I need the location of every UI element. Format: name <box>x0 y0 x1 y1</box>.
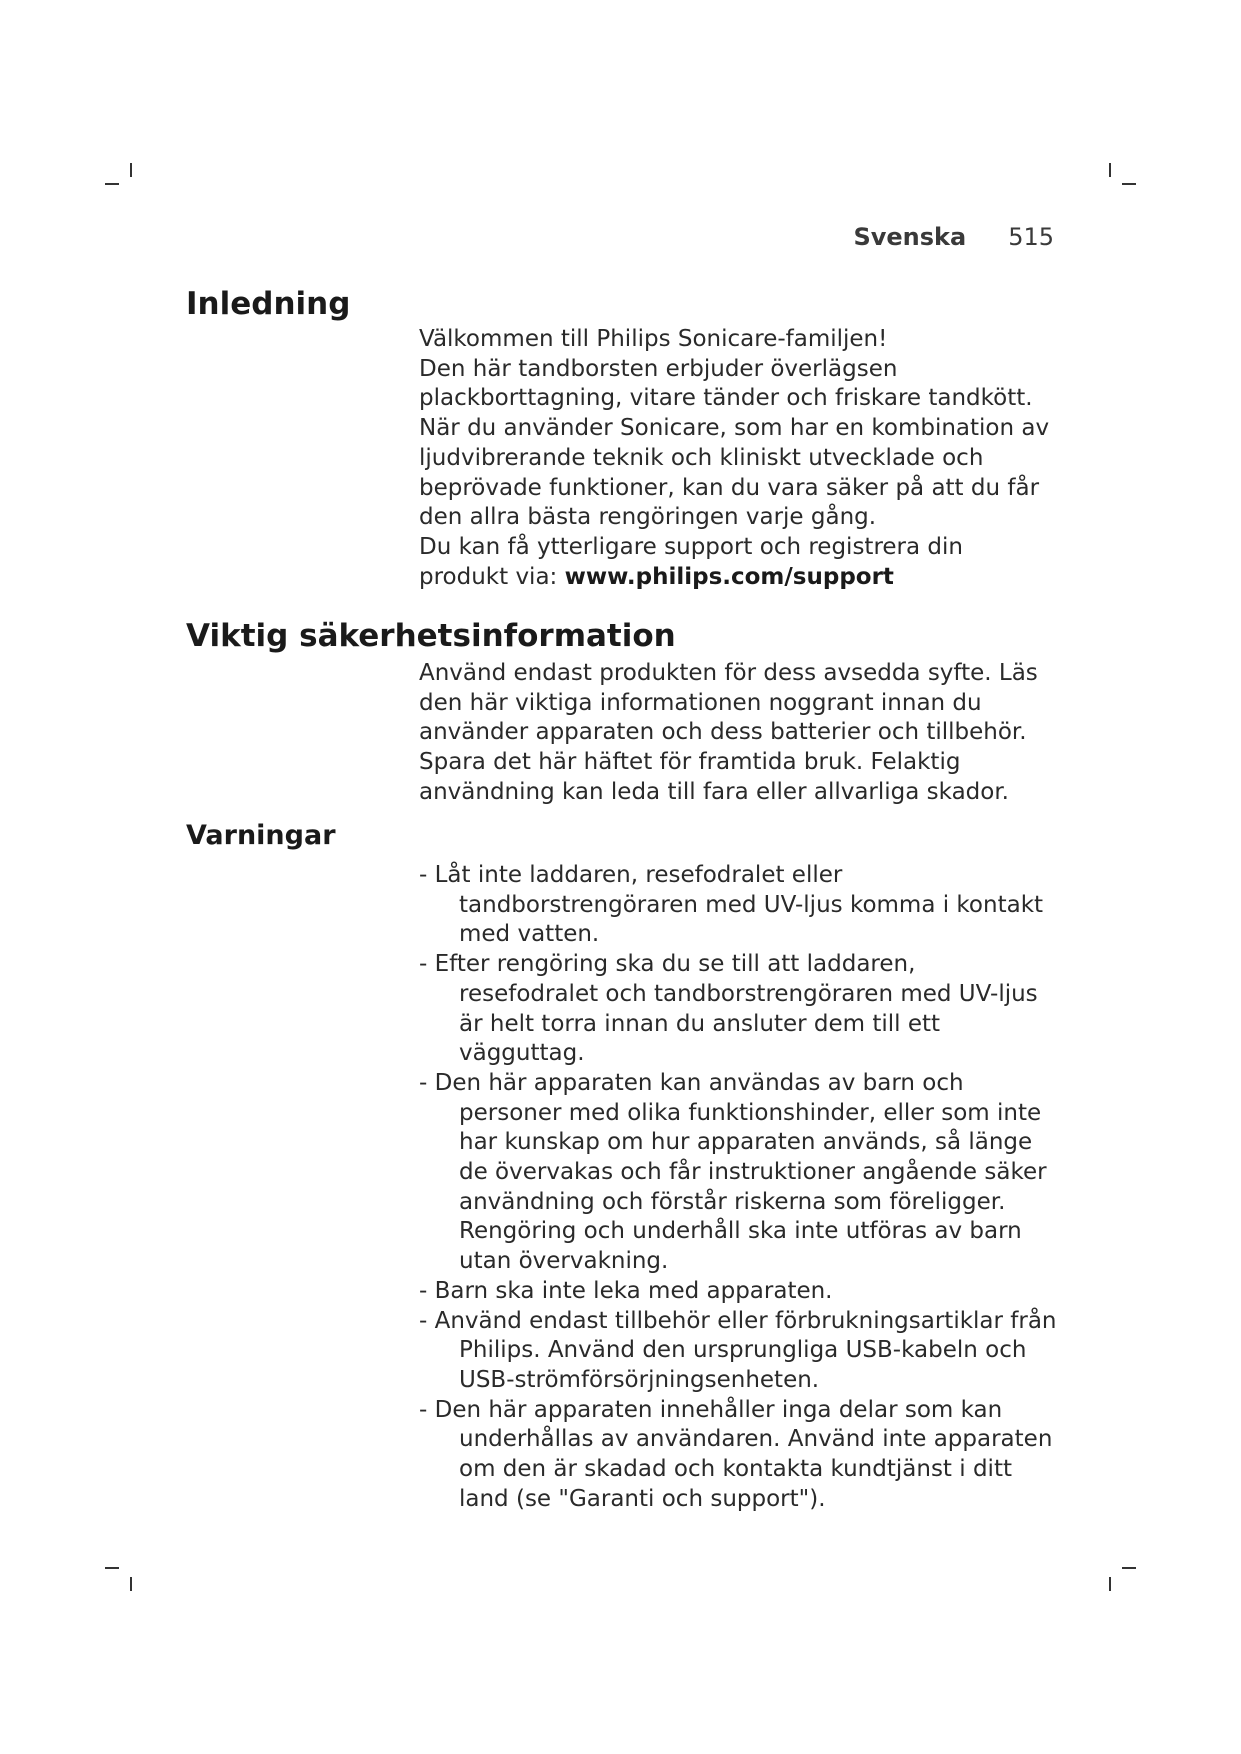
page-number: 515 <box>1008 223 1054 251</box>
intro-heading: Inledning <box>186 286 351 322</box>
support-text: Du kan få ytterligare support och registrera din produkt via: <box>419 533 963 590</box>
warning-item: - Barn ska inte leka med apparaten. <box>419 1277 833 1304</box>
warnings-list <box>419 861 1059 1514</box>
intro-paragraph: Välkommen till Philips Sonicare-familjen! <box>419 326 888 352</box>
warnings-heading: Varningar <box>186 820 336 851</box>
crop-mark-top-left-v <box>130 163 132 177</box>
language-label: Svenska <box>853 223 967 251</box>
warning-item: - Låt inte laddaren, resefodralet eller tandborstrengöraren med UV-ljus komma i kontakt med vatten. <box>419 862 1044 948</box>
running-head <box>853 222 1054 252</box>
crop-mark-top-right-h <box>1122 183 1136 185</box>
crop-mark-bottom-right-v <box>1109 1577 1111 1591</box>
warning-item: - Den här apparaten kan användas av barn och personer med olika funktionshinder, eller som inte har kunskap om hur apparaten används, så länge de övervakas och får instruktioner angående säker användning och förstår riskerna som föreligger. Rengöring och underhåll ska inte utföras av barn utan övervakning. <box>419 1069 1047 1275</box>
crop-mark-bottom-left-v <box>130 1577 132 1591</box>
intro-body <box>419 325 1059 592</box>
intro-paragraph: Den här tandborsten erbjuder överlägsen plackborttagning, vitare tänder och friskare tandkött. När du använder Sonicare, som har en kombination av ljudvibrerande teknik och kliniskt utvecklade och beprövade funktioner, kan du vara säker på att du får den allra bästa rengöringen varje gång. <box>419 355 1050 531</box>
warning-item: - Använd endast tillbehör eller förbrukningsartiklar från Philips. Använd den ursprungliga USB-kabeln och USB-strömförsörjningsenheten. <box>419 1307 1057 1393</box>
support-paragraph <box>419 533 1059 592</box>
crop-mark-bottom-left-h <box>105 1567 119 1569</box>
crop-mark-bottom-right-h <box>1122 1567 1136 1569</box>
safety-heading: Viktig säkerhetsinformation <box>186 618 676 654</box>
safety-paragraph: Använd endast produkten för dess avsedda syfte. Läs den här viktiga informationen noggrant innan du använder apparaten och dess batterier och tillbehör. Spara det här häftet för framtida bruk. Felaktig användning kan leda till fara eller allvarliga skador. <box>419 660 1038 805</box>
support-link[interactable]: www.philips.com/support <box>564 563 894 590</box>
warning-item: - Efter rengöring ska du se till att laddaren, resefodralet och tandborstrengöraren med UV-ljus är helt torra innan du ansluter dem till ett vägguttag. <box>419 951 1038 1067</box>
crop-mark-top-left-h <box>105 183 119 185</box>
safety-body <box>419 659 1059 808</box>
crop-mark-top-right-v <box>1109 163 1111 177</box>
warning-item: - Den här apparaten innehåller inga delar som kan underhållas av användaren. Använd inte apparaten om den är skadad och kontakta kundtjänst i ditt land (se "Garanti och support"). <box>419 1396 1053 1512</box>
